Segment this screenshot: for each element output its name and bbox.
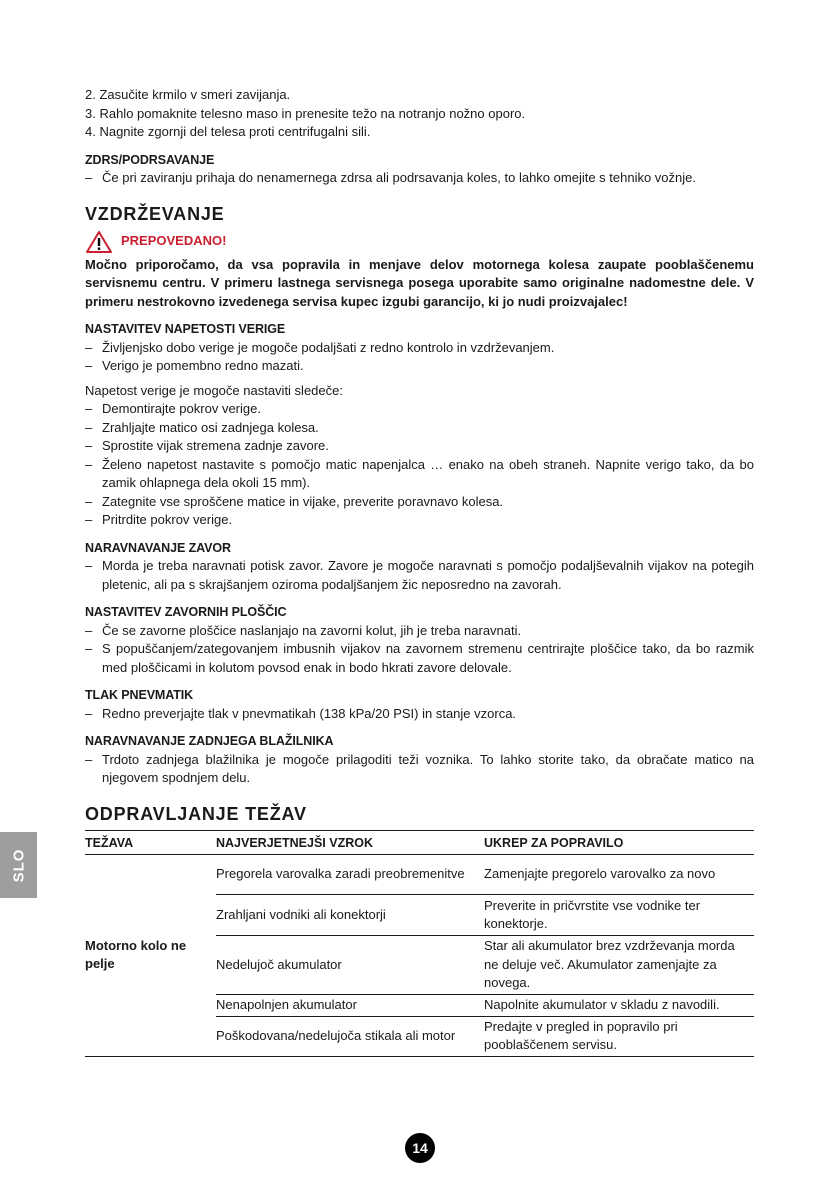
cause-cell: Poškodovana/nedelujoča stikala ali motor [216,1016,484,1056]
slip-heading: ZDRS/PODRSAVANJE [85,152,215,167]
column-header-fix: UKREP ZA POPRAVILO [484,830,754,855]
page-content [85,86,754,1057]
tires-heading: TLAK PNEVMATIK [85,688,194,702]
list-item: – Verigo je pomembno redno mazati. [85,358,304,373]
column-header-cause: NAJVERJETNEJŠI VZROK [216,830,484,855]
cause-cell: Zrahljani vodniki ali konektorji [216,895,484,936]
troubleshooting-title: ODPRAVLJANJE TEŽAV [85,803,307,824]
list-item: – Zategnite vse sproščene matice in vijake, preverite poravnavo kolesa. [85,493,504,509]
chain-intro: Napetost verige je mogoče nastaviti sledeče: [85,382,343,398]
cause-cell: Nedelujoč akumulator [216,936,484,995]
page-number: 14 [412,1140,428,1156]
list-item: – Pritrdite pokrov verige. [85,512,233,527]
column-header-problem: TEŽAVA [85,830,216,855]
list-item: – Zrahljajte matico osi zadnjega kolesa. [85,419,319,435]
pads-heading: NASTAVITEV ZAVORNIH PLOŠČIC [85,605,287,619]
table-row [85,855,754,895]
step-2: 2. Zasučite krmilo v smeri zavijanja. [85,87,291,102]
list-item: – Če se zavorne ploščice naslanjajo na zavorni kolut, jih je treba naravnati. [85,622,522,638]
cause-cell: Nenapolnjen akumulator [216,994,484,1016]
list-item: – Redno preverjajte tlak v pnevmatikah (138 kPa/20 PSI) in stanje vzorca. [85,705,517,721]
table-header-row [85,830,754,855]
chain-heading: NASTAVITEV NAPETOSTI VERIGE [85,322,286,336]
list-item: – Trdoto zadnjega blažilnika je mogoče prilagoditi teži voznika. To lahko storite tako, da obračate matico na njegovem spodnjem delu. [85,751,754,785]
fix-cell: Napolnite akumulator v skladu z navodili. [484,994,754,1016]
step-4: 4. Nagnite zgornji del telesa proti centrifugalni sili. [85,124,371,139]
fix-cell: Predajte v pregled in popravilo pri pooblaščenem servisu. [484,1016,754,1056]
fix-cell: Star ali akumulator brez vzdrževanja morda ne deluje več. Akumulator zamenjajte za novega. [484,936,754,995]
slip-bullet: – Če pri zaviranju prihaja do nenamernega zdrsa ali podrsavanja koles, to lahko omejite s tehniko vožnje. [85,170,697,185]
list-item: – S popuščanjem/zategovanjem imbusnih vijakov na zavornem stremenu centrirajte ploščice tako, da bo razmik med ploščicami in kolutom povsod enak in bodo hkrati zavore delovale. [85,641,754,675]
language-label: SLO [10,848,27,882]
warning-triangle-icon [85,230,113,254]
cause-cell: Pregorela varovalka zaradi preobremenitve [216,855,484,895]
maintenance-title: VZDRŽEVANJE [85,203,225,224]
list-item: – Demontirajte pokrov verige. [85,401,261,416]
troubleshooting-table [85,830,754,1057]
warning-block [85,230,754,254]
warning-text: Močno priporočamo, da vsa popravila in menjave delov motornega kolesa zaupate pooblaščenemu servisnemu centru. V primeru lastnega servisnega posega uporabite samo originalne nadomestne dele. V primeru nestrokovno izvedenega servisa kupec izgubi garancijo, ki jo nudi proizvajalec! [85,256,754,309]
fix-cell: Preverite in pričvrstite vse vodnike ter konektorje. [484,895,754,936]
shock-heading: NARAVNAVANJE ZADNJEGA BLAŽILNIKA [85,734,334,748]
list-item: – Morda je treba naravnati potisk zavor. Zavore je mogoče naravnati s pomočjo podaljševalnih vijakov na potegih pletenic, ali pa s skrajšanjem oziroma podaljšanjem žic neposredno na zavorah. [85,558,754,592]
problem-cell: Motorno kolo ne pelje [85,855,216,1057]
warning-label: PREPOVEDANO! [121,233,227,249]
language-tab [0,832,37,898]
fix-cell: Zamenjajte pregorelo varovalko za novo [484,855,754,895]
brakes-heading: NARAVNAVANJE ZAVOR [85,540,231,555]
list-item: – Življenjsko dobo verige je mogoče podaljšati z redno kontrolo in vzdrževanjem. [85,339,555,355]
page-number-badge [405,1133,435,1163]
list-item: – Sprostite vijak stremena zadnje zavore. [85,438,329,453]
step-3: 3. Rahlo pomaknite telesno maso in prenesite težo na notranjo nožno oporo. [85,105,526,121]
list-item: – Želeno napetost nastavite s pomočjo matic napenjalca … enako na obeh straneh. Napnite verigo tako, da bo zamik ohlapnega dela okoli 15 mm). [85,456,754,490]
